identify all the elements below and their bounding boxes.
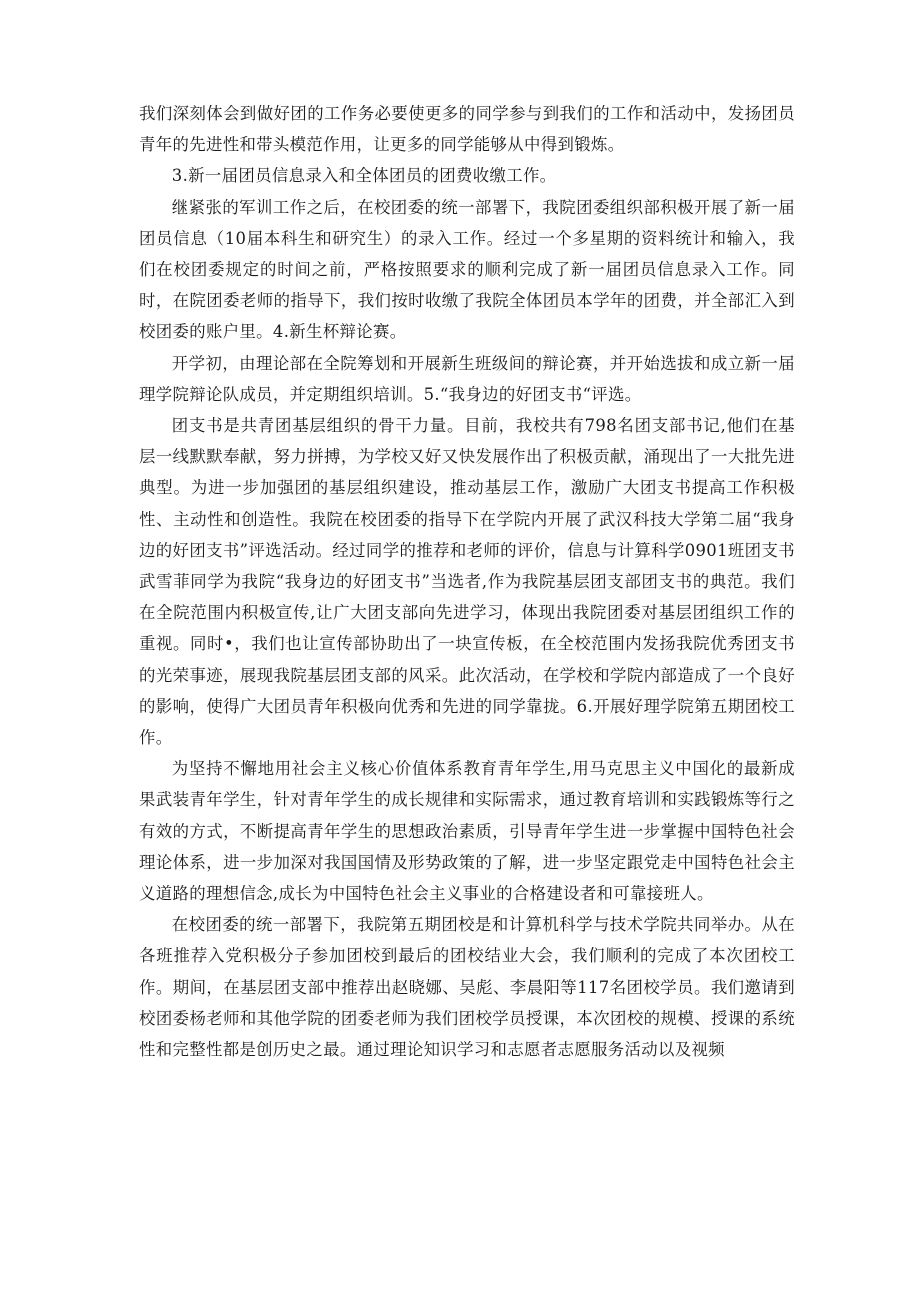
paragraph-intro: 我们深刻体会到做好团的工作务必要使更多的同学参与到我们的工作和活动中，发扬团员青年的先进性和带头模范作用，让更多的同学能够从中得到锻炼。 (139, 104, 795, 155)
paragraph-league-school: 在校团委的统一部署下，我院第五期团校是和计算机科学与技术学院共同举办。从在各班推荐入党积极分子参加团校到最后的团校结业大会，我们顺利的完成了本次团校工作。期间，在基层团支部中推荐出赵晓娜、吴彪、李晨阳等117名团校学员。我们邀请到校团委杨老师和其他学院的团委老师为我们团校学员授课，本次团校的规模、授课的系统性和完整性都是创历史之最。通过理论知识学习和志愿者志愿服务活动以及视频 (139, 915, 795, 1060)
paragraph-member-info: 继紧张的军训工作之后，在校团委的统一部署下，我院团委组织部积极开展了新一届团员信息（10届本科生和研究生）的录入工作。经过一个多星期的资料统计和输入，我们在校团委规定的时间之前，严格按照要求的顺利完成了新一届团员信息录入工作。同时，在院团委老师的指导下，我们按时收缴了我院全体团员本学年的团费，并全部汇入到校团委的账户里。4.新生杯辩论赛。 (139, 197, 795, 342)
paragraph-branch-secretary: 团支书是共青团基层组织的骨干力量。目前，我校共有798名团支部书记,他们在基层一线默默奉献，努力拼搏，为学校又好又快发展作出了积极贡献，涌现出了一大批先进典型。为进一步加强团的基层组织建设，推动基层工作，激励广大团支书提高工作积极性、主动性和创造性。我院在校团委的指导下在学院内开展了武汉科技大学第二届“我身边的好团支书”评选活动。经过同学的推荐和老师的评价，信息与计算科学0901班团支书武雪菲同学为我院“我身边的好团支书”当选者,作为我院基层团支部团支书的典范。我们在全院范围内积极宣传,让广大团支部向先进学习，体现出我院团委对基层团组织工作的重视。同时•，我们也让宣传部协助出了一块宣传板，在全校范围内发扬我院优秀团支书的光荣事迹，展现我院基层团支部的风采。此次活动，在学校和学院内部造成了一个良好的影响，使得广大团员青年积极向优秀和先进的同学靠拢。6.开展好理学院第五期团校工作。 (139, 416, 795, 748)
paragraph-section-3-heading: 3.新一届团员信息录入和全体团员的团费收缴工作。 (171, 166, 557, 186)
document-body (139, 98, 795, 1065)
paragraph-debate: 开学初，由理论部在全院筹划和开展新生班级间的辩论赛，并开始选拔和成立新一届理学院辩论队成员，并定期组织培训。5.“我身边的好团支书“评选。 (139, 353, 795, 404)
paragraph-values-education: 为坚持不懈地用社会主义核心价值体系教育青年学生,用马克思主义中国化的最新成果武装青年学生，针对青年学生的成长规律和实际需求，通过教育培训和实践锻炼等行之有效的方式，不断提高青年学生的思想政治素质，引导青年学生进一步掌握中国特色社会理论体系，进一步加深对我国国情及形势政策的了解，进一步坚定跟党走中国特色社会主义道路的理想信念,成长为中国特色社会主义事业的合格建设者和可靠接班人。 (139, 759, 795, 904)
